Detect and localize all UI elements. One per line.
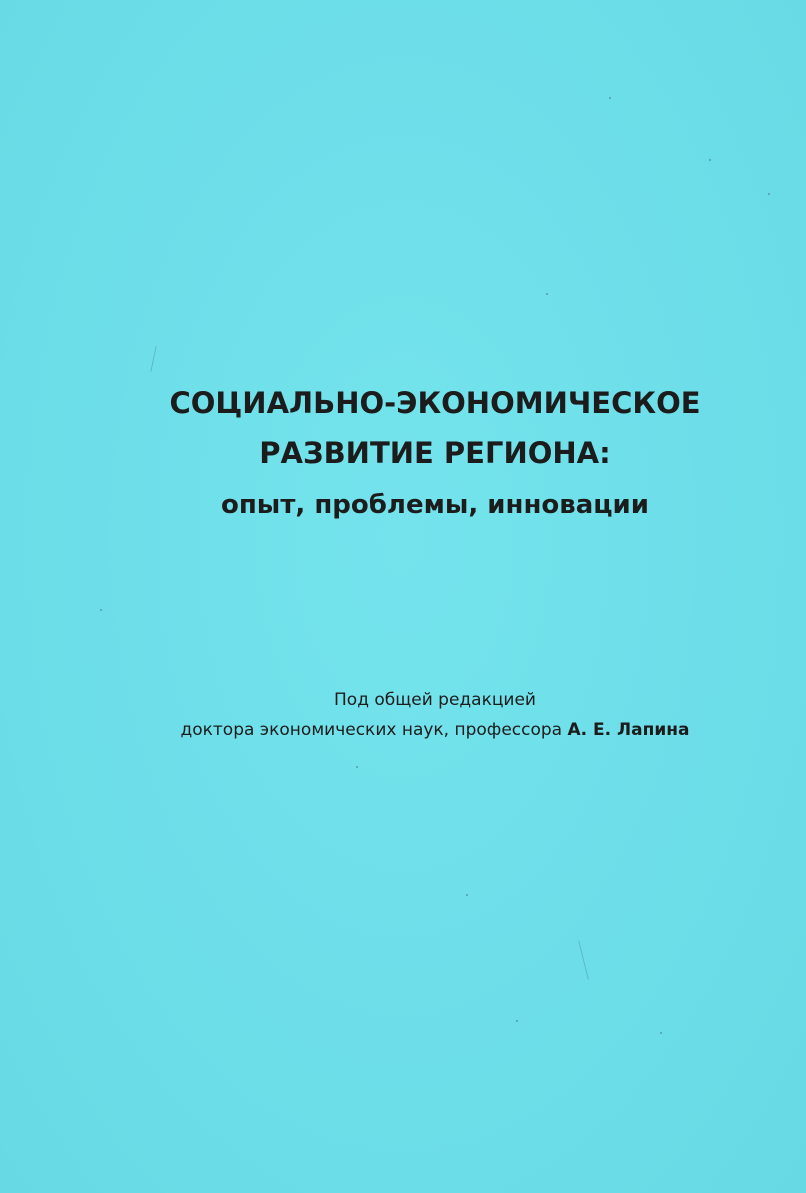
cover-speck [516, 1020, 518, 1022]
cover-scratch-mark [578, 940, 589, 979]
book-title-line-2: РАЗВИТИЕ РЕГИОНА: [259, 436, 611, 470]
book-title-line-1: СОЦИАЛЬНО-ЭКОНОМИЧЕСКОЕ [169, 386, 701, 420]
editor-line-1 [0, 685, 806, 715]
editor-name: А. Е. Лапина [567, 720, 690, 740]
book-subtitle: опыт, проблемы, инновации [220, 490, 649, 520]
cover-speck [768, 193, 770, 195]
title-block [0, 378, 806, 530]
editor-block [0, 685, 806, 745]
editor-caption: Под общей редакцией [334, 690, 536, 710]
cover-speck [709, 159, 711, 161]
editor-credentials: доктора экономических наук, профессора [180, 720, 563, 740]
cover-speck [546, 293, 548, 295]
cover-scratch-mark [150, 346, 156, 372]
cover-speck [609, 97, 611, 99]
cover-speck [660, 1032, 662, 1034]
cover-speck [356, 766, 358, 768]
cover-speck [100, 609, 102, 611]
cover-speck [466, 894, 468, 896]
editor-line-2 [0, 715, 806, 745]
